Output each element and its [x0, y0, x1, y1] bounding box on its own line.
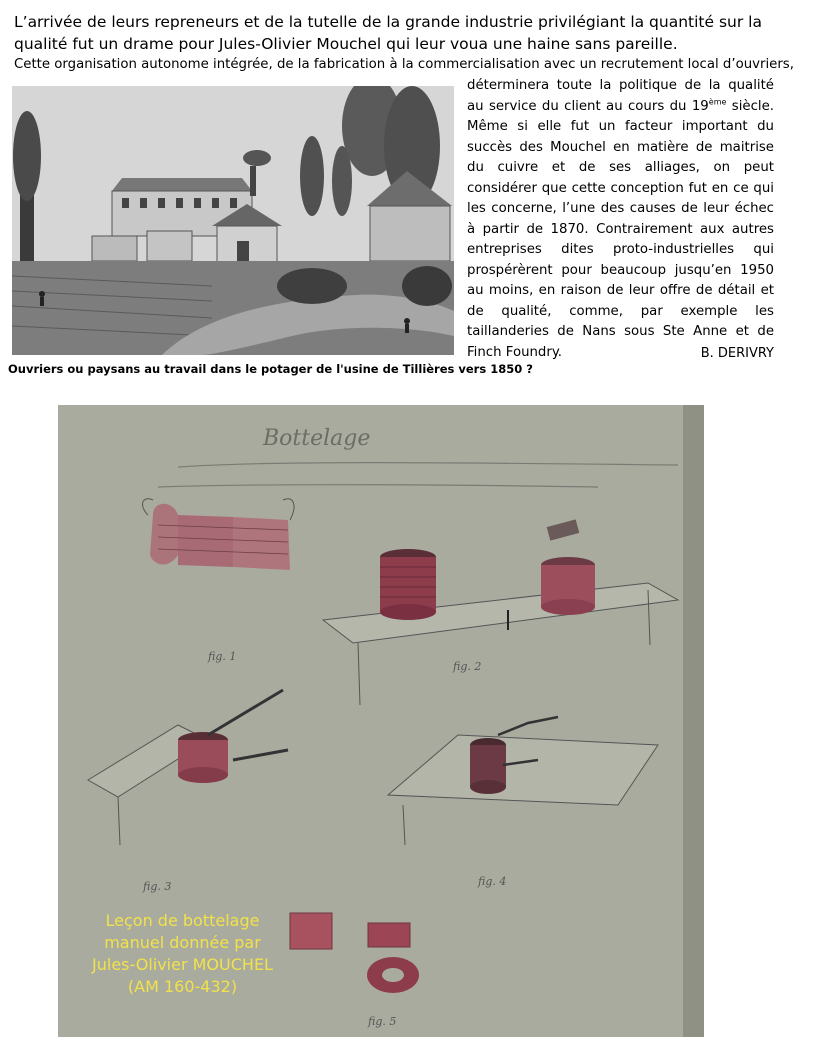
bottelage-sketch-image [58, 405, 704, 1037]
factory-engraving-image [12, 86, 454, 355]
author-signature: B. DERIVRY [700, 346, 774, 361]
handwritten-title: Bottelage [263, 426, 371, 451]
intro-line: Cette organisation autonome intégrée, de la fabrication à la commercialisation avec un recrutement local d’ouvriers, [14, 57, 794, 72]
fig5-label: fig. 5 [368, 1015, 397, 1028]
fig2-coil-left [380, 549, 436, 620]
fig4-label: fig. 4 [478, 875, 507, 888]
sketch-caption-line: manuel donnée par [104, 933, 261, 952]
sketch-caption-line: Jules-Olivier MOUCHEL [92, 955, 273, 974]
fig4-coil [470, 738, 506, 794]
sketch-caption [80, 910, 285, 998]
fig2-coil-right [541, 557, 595, 615]
sketch-caption-line: Leçon de bottelage [105, 911, 260, 930]
fig3-label: fig. 3 [143, 880, 172, 893]
fig1-label: fig. 1 [208, 650, 237, 663]
intro-paragraph: L’arrivée de leurs repreneurs et de la tutelle de la grande industrie privilégiant la quantité sur la qualité fut un drame pour Jules-Olivier Mouchel qui leur voua une haine sans pareille. [14, 13, 762, 53]
fig3-coil [178, 732, 228, 783]
fig2-label: fig. 2 [453, 660, 482, 673]
body-column-text: déterminera toute la politique de la qualité au service du client au cours du 19ème siècle. Même si elle fut un facteur important du succès des Mouchel en matière de maitrise du cuivre et de ses alliages, on peut considérer que cette conception fut en ce qui les concerne, l’une des causes de leur échec à partir de 1870. Contrairement aux autres entreprises dites proto-industrielles qui prospérèrent pour beaucoup jusqu’en 1950 au moins, en raison de leur offre de détail et de qualité, comme, par exemple les taillanderies de Nans sous Ste Anne et de Finch Foundry. [467, 78, 775, 360]
photo-caption: Ouvriers ou paysans au travail dans le potager de l'usine de Tillières vers 1850 ? [8, 362, 533, 376]
sketch-caption-line: (AM 160-432) [127, 977, 238, 996]
